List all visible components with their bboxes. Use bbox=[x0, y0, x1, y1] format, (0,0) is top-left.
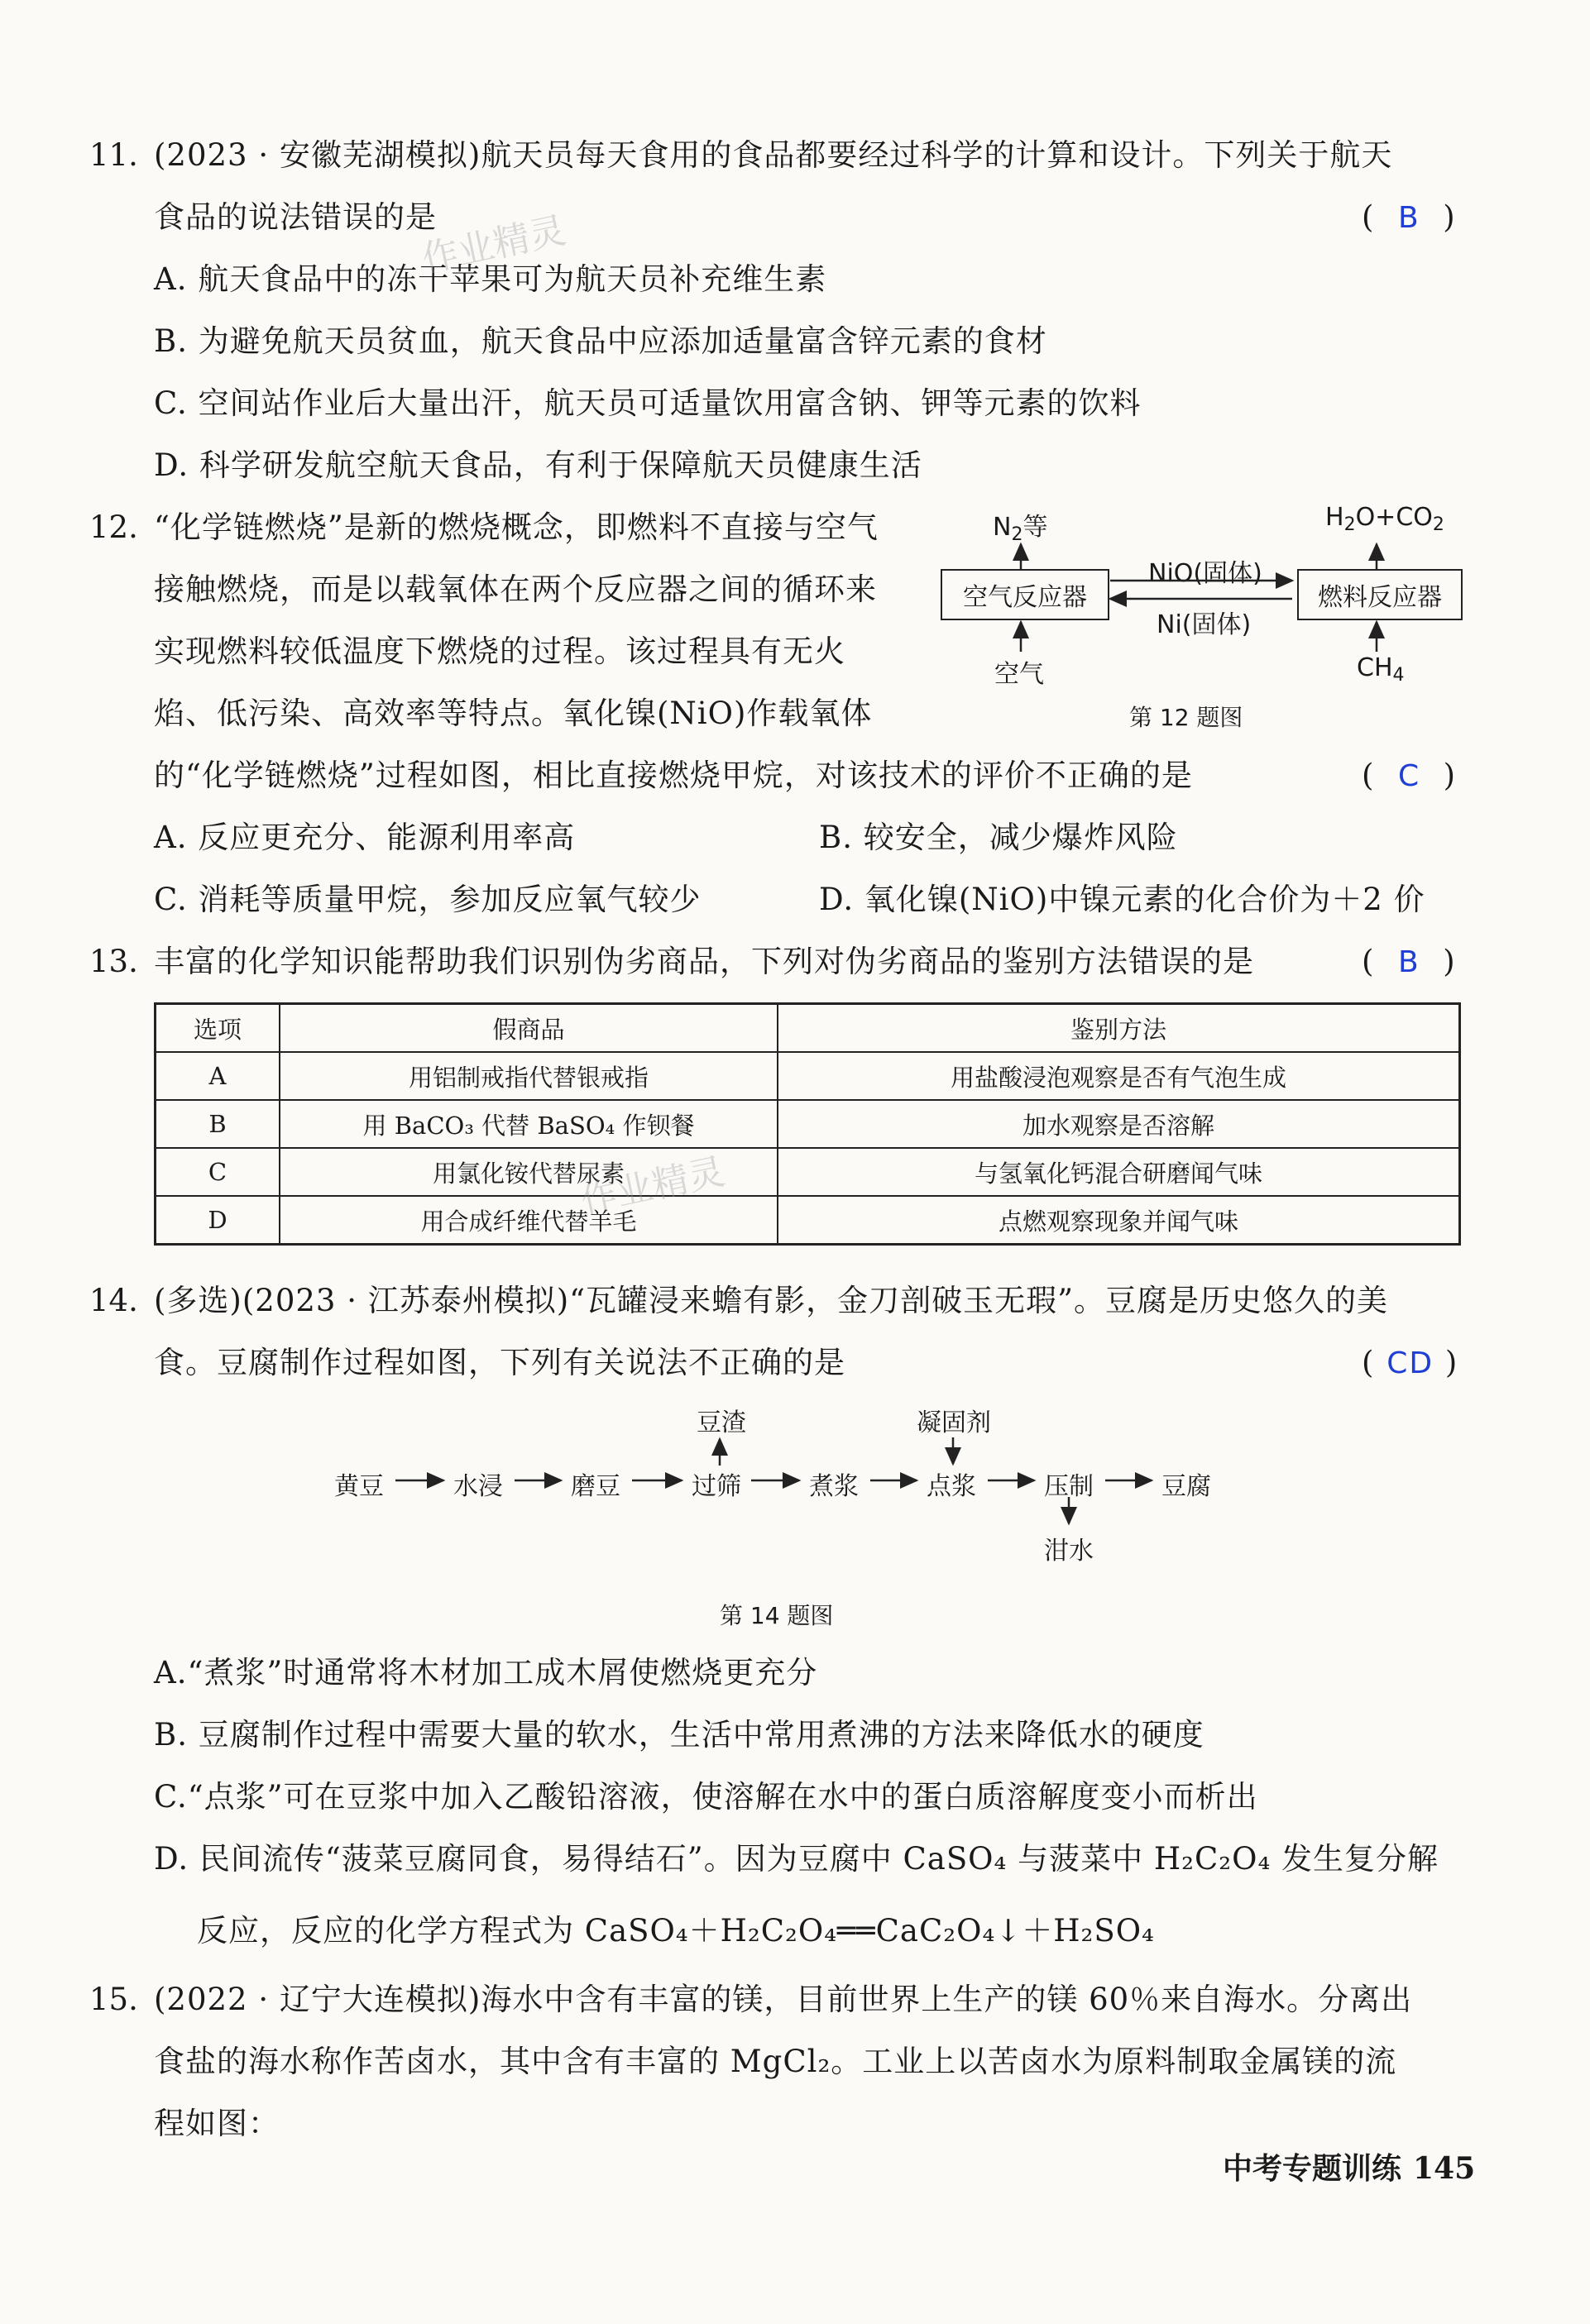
flow-step-3: 磨豆 bbox=[571, 1472, 620, 1501]
flow-step-2: 水浸 bbox=[453, 1472, 503, 1501]
q14-stem-line2: 食。豆腐制作过程如图，下列有关说法不正确的是 bbox=[154, 1345, 845, 1380]
table-row bbox=[156, 1052, 1460, 1100]
fuel-reactor-box: 燃料反应器 bbox=[1297, 569, 1463, 620]
q13-answer: B bbox=[1397, 945, 1420, 979]
q14-option-d-line2: 反应，反应的化学方程式为 CaSO₄＋H₂C₂O₄══CaC₂O₄↓＋H₂SO₄ bbox=[197, 1913, 1155, 1949]
q14-option-c: C.“点浆”可在豆浆中加入乙酸铅溶液，使溶解在水中的蛋白质溶解度变小而析出 bbox=[154, 1779, 1258, 1815]
q11-answer-bracket: ( B ) bbox=[1362, 199, 1457, 235]
q13-stem: 丰富的化学知识能帮助我们识别伪劣商品，下列对伪劣商品的鉴别方法错误的是 bbox=[154, 944, 1254, 979]
q11-answer: B bbox=[1397, 201, 1420, 235]
q14-option-b: B. 豆腐制作过程中需要大量的软水，生活中常用煮沸的方法来降低水的硬度 bbox=[154, 1717, 1204, 1753]
q12-option-d: D. 氧化镍(NiO)中镍元素的化合价为＋2 价 bbox=[819, 882, 1425, 917]
row-method: 加水观察是否溶解 bbox=[778, 1100, 1460, 1148]
q12-answer: C bbox=[1397, 759, 1421, 793]
row-option: A bbox=[156, 1052, 280, 1100]
flow-top-coagulant: 凝固剂 bbox=[917, 1408, 991, 1437]
q11-option-a: A. 航天食品中的冻干苹果可为航天员补充维生素 bbox=[154, 261, 827, 297]
row-fake: 用铝制戒指代替银戒指 bbox=[280, 1052, 778, 1100]
q13-answer-bracket: ( B ) bbox=[1362, 944, 1457, 979]
q14-answer: CD bbox=[1386, 1346, 1434, 1380]
flow-step-4: 过筛 bbox=[692, 1472, 741, 1501]
footer-title: 中考专题训练 bbox=[1223, 2152, 1402, 2186]
q12-option-a: A. 反应更充分、能源利用率高 bbox=[154, 820, 576, 855]
q11-option-b: B. 为避免航天员贫血，航天食品中应添加适量富含锌元素的食材 bbox=[154, 323, 1047, 359]
q12-diagram-arrows bbox=[935, 529, 1473, 678]
nio-arrow-label: NiO(固体) bbox=[1148, 559, 1262, 588]
q12-stem-line3: 实现燃料较低温度下燃烧的过程。该过程具有无火 bbox=[154, 634, 845, 669]
q12-number: 12. bbox=[89, 509, 138, 545]
flow-step-5: 煮浆 bbox=[809, 1472, 859, 1501]
row-fake: 用合成纤维代替羊毛 bbox=[280, 1196, 778, 1245]
flow-step-6: 点浆 bbox=[927, 1472, 976, 1501]
row-fake: 用氯化铵代替尿素 bbox=[280, 1148, 778, 1196]
q12-n2-label: $N_2$等 bbox=[993, 513, 1048, 545]
table-header-row bbox=[156, 1004, 1460, 1053]
q12-figure-caption: 第 12 题图 bbox=[1129, 704, 1243, 731]
q13-number: 13. bbox=[89, 944, 138, 979]
q11-stem-line2: 食品的说法错误的是 bbox=[154, 199, 437, 235]
header-method: 鉴别方法 bbox=[778, 1004, 1460, 1053]
row-method: 点燃观察现象并闻气味 bbox=[778, 1196, 1460, 1245]
q15-stem-line3: 程如图： bbox=[154, 2106, 280, 2141]
ch4-input-label: $CH_4$ bbox=[1357, 653, 1405, 686]
q14-option-a: A.“煮浆”时通常将木材加工成木屑使燃烧更充分 bbox=[154, 1655, 818, 1690]
q14-stem-line1: (多选)(2023 · 江苏泰州模拟)“瓦罐浸来蟾有影，金刀剖破玉无瑕”。豆腐是历史悠久的美 bbox=[154, 1283, 1389, 1318]
row-option: C bbox=[156, 1148, 280, 1196]
flow-bottom-waste: 泔水 bbox=[1044, 1537, 1094, 1566]
watermark: 作业精灵 bbox=[577, 1150, 729, 1222]
q14-option-d-line1: D. 民间流传“菠菜豆腐同食，易得结石”。因为豆腐中 CaSO₄ 与菠菜中 H₂C₂O₄ 发生复分解 bbox=[154, 1841, 1439, 1877]
row-method: 与氢氧化钙混合研磨闻气味 bbox=[778, 1148, 1460, 1196]
q13-table bbox=[154, 1002, 1461, 1246]
q11-option-c: C. 空间站作业后大量出汗，航天员可适量饮用富含钠、钾等元素的饮料 bbox=[154, 385, 1142, 421]
flow-step-8: 豆腐 bbox=[1161, 1472, 1211, 1501]
q12-answer-bracket: ( C ) bbox=[1362, 758, 1458, 793]
q11-number: 11. bbox=[89, 137, 138, 173]
q14-figure-caption: 第 14 题图 bbox=[720, 1602, 834, 1629]
q15-number: 15. bbox=[89, 1982, 138, 2017]
q14-number: 14. bbox=[89, 1283, 138, 1318]
q14-flow-arrows bbox=[331, 1398, 1224, 1538]
ni-arrow-label: Ni(固体) bbox=[1157, 610, 1252, 639]
q15-stem-line2: 食盐的海水称作苦卤水，其中含有丰富的 MgCl₂。工业上以苦卤水为原料制取金属镁的流 bbox=[154, 2044, 1397, 2079]
row-option: B bbox=[156, 1100, 280, 1148]
row-fake: 用 BaCO₃ 代替 BaSO₄ 作钡餐 bbox=[280, 1100, 778, 1148]
flow-top-residue: 豆渣 bbox=[697, 1408, 746, 1437]
air-reactor-box: 空气反应器 bbox=[941, 569, 1109, 620]
q15-stem-line1: (2022 · 辽宁大连模拟)海水中含有丰富的镁，目前世界上生产的镁 60％来自海水。分离出 bbox=[154, 1982, 1413, 2017]
q11-option-d: D. 科学研发航空航天食品，有利于保障航天员健康生活 bbox=[154, 447, 922, 483]
q12-stem-line4: 焰、低污染、高效率等特点。氧化镍(NiO)作载氧体 bbox=[154, 696, 873, 731]
page-number: 145 bbox=[1413, 2151, 1476, 2186]
page-footer bbox=[1223, 2145, 1475, 2188]
watermark: 作业精灵 bbox=[418, 209, 570, 281]
table-row bbox=[156, 1148, 1460, 1196]
q12-stem-line1: “化学链燃烧”是新的燃烧概念，即燃料不直接与空气 bbox=[154, 509, 879, 545]
flow-step-1: 黄豆 bbox=[334, 1472, 384, 1501]
table-row bbox=[156, 1196, 1460, 1245]
q12-stem-line5: 的“化学链燃烧”过程如图，相比直接燃烧甲烷，对该技术的评价不正确的是 bbox=[154, 758, 1193, 793]
flow-step-7: 压制 bbox=[1044, 1472, 1094, 1501]
header-fake-product: 假商品 bbox=[280, 1004, 778, 1053]
air-input-label: 空气 bbox=[994, 660, 1044, 689]
q14-answer-bracket: ( CD ) bbox=[1362, 1345, 1459, 1380]
q12-products-label: $H_2O+CO_2$ bbox=[1325, 503, 1444, 535]
table-row bbox=[156, 1100, 1460, 1148]
row-option: D bbox=[156, 1196, 280, 1245]
row-method: 用盐酸浸泡观察是否有气泡生成 bbox=[778, 1052, 1460, 1100]
q12-stem-line2: 接触燃烧，而是以载氧体在两个反应器之间的循环来 bbox=[154, 571, 877, 607]
header-option: 选项 bbox=[156, 1004, 280, 1053]
q12-option-c: C. 消耗等质量甲烷，参加反应氧气较少 bbox=[154, 882, 702, 917]
q11-stem-line1: (2023 · 安徽芜湖模拟)航天员每天食用的食品都要经过科学的计算和设计。下列关于航天 bbox=[154, 137, 1393, 173]
q12-option-b: B. 较安全，减少爆炸风险 bbox=[819, 820, 1178, 855]
